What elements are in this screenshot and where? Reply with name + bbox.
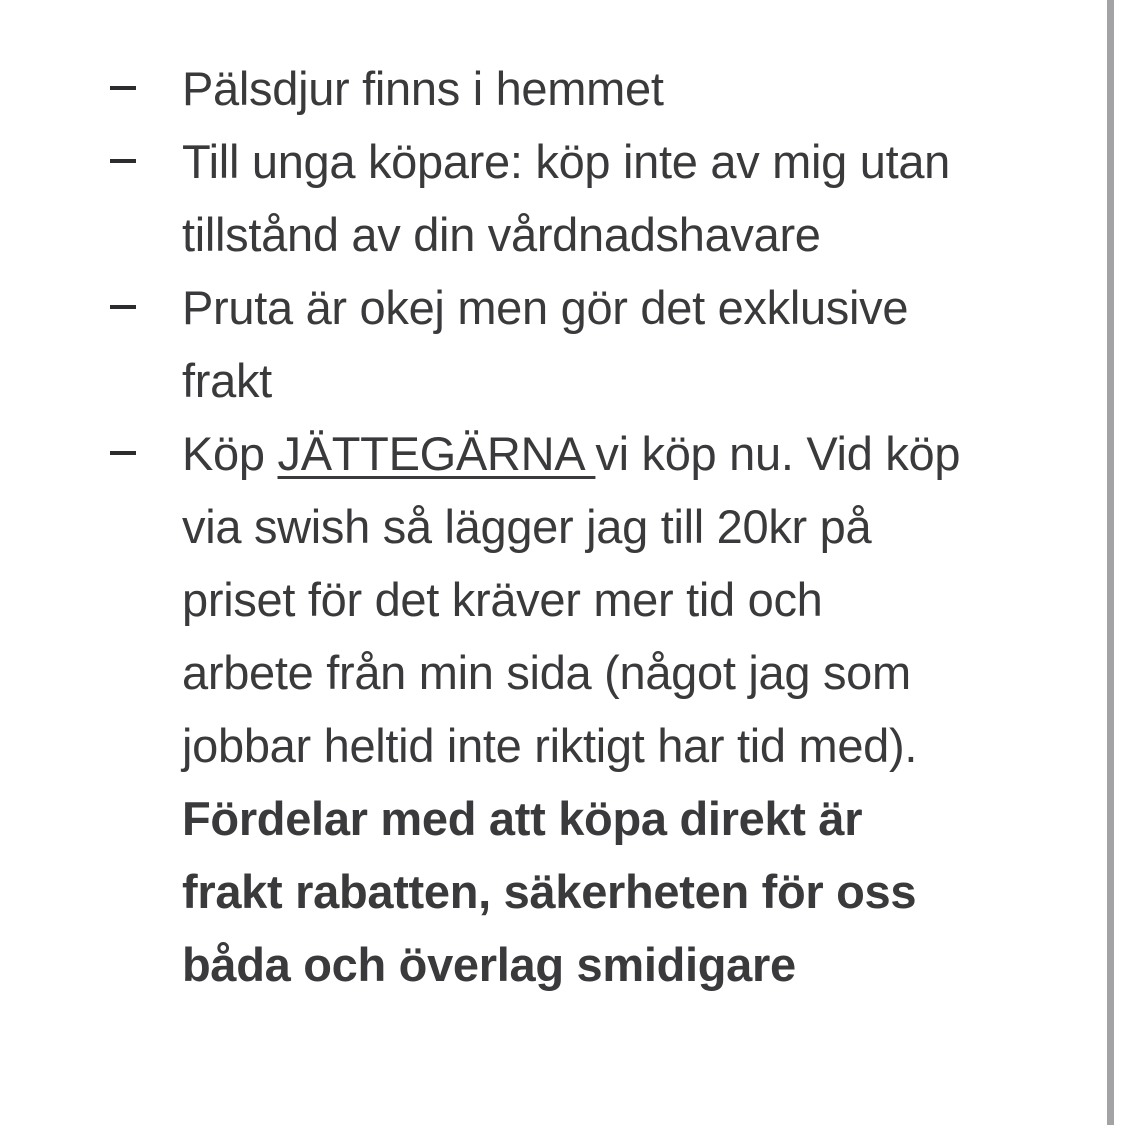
item-text-line: Till unga köpare: köp inte av mig utan	[182, 135, 951, 188]
dash-bullet-icon	[110, 86, 136, 90]
dash-bullet-icon	[110, 451, 136, 455]
text-fragment: Köp	[182, 427, 278, 480]
list-item-pets	[0, 52, 1100, 125]
text-fragment: vi köp nu. Vid köp	[595, 427, 961, 480]
item-text-line: frakt	[182, 354, 272, 407]
item-text-line	[182, 417, 1100, 490]
bold-text-line: frakt rabatten, säkerheten för oss	[182, 865, 917, 918]
item-text-line: jobbar heltid inte riktigt har tid med).	[182, 719, 918, 772]
underlined-emphasis: JÄTTEGÄRNA	[277, 427, 596, 480]
dash-bullet-icon	[110, 305, 136, 309]
note-list	[0, 52, 1100, 1001]
dash-bullet-icon	[110, 159, 136, 163]
item-text-line: tillstånd av din vårdnadshavare	[182, 208, 821, 261]
bold-text-line: båda och överlag smidigare	[182, 938, 796, 991]
item-text-line: via swish så lägger jag till 20kr på	[182, 500, 872, 553]
list-item-young-buyers	[0, 125, 1100, 271]
scrollbar-edge	[1107, 0, 1114, 1125]
list-item-buy-now	[0, 417, 1100, 1001]
item-text-line: priset för det kräver mer tid och	[182, 573, 823, 626]
item-text-line: arbete från min sida (något jag som	[182, 646, 911, 699]
list-item-haggling	[0, 271, 1100, 417]
bold-text-line: Fördelar med att köpa direkt är	[182, 792, 863, 845]
item-text-line: Pälsdjur finns i hemmet	[182, 62, 664, 115]
item-text-line: Pruta är okej men gör det exklusive	[182, 281, 909, 334]
